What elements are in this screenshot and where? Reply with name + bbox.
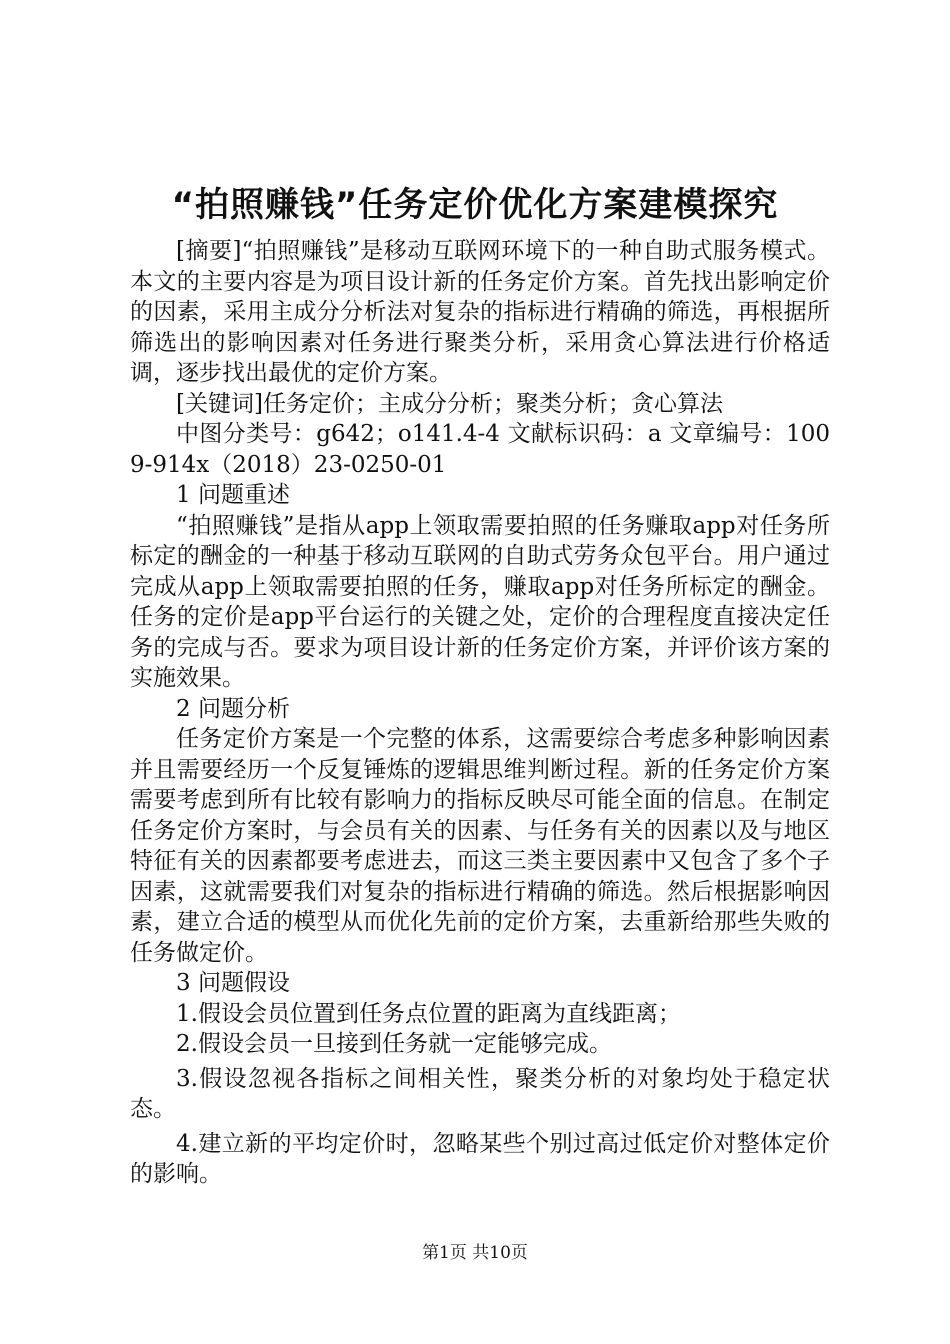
page-number-footer: 第1页 共10页 — [422, 1243, 528, 1263]
assumption-item: 3.假设忽视各指标之间相关性，聚类分析的对象均处于稳定状态。 — [130, 1065, 830, 1122]
document-title: “拍照赚钱”任务定价优化方案建模探究 — [171, 185, 779, 225]
section-heading: 1 问题重述 — [176, 482, 290, 508]
section-heading: 2 问题分析 — [176, 695, 290, 722]
keywords-paragraph: [关键词]任务定价；主成分分析；聚类分析；贪心算法 — [176, 390, 723, 417]
section-heading: 3 问题假设 — [176, 970, 290, 996]
classification-paragraph: 中图分类号：g642；o141.4-4 文献标识码：a 文章编号：1009-914x（2018）23-0250-01 — [130, 421, 830, 478]
assumption-item: 2.假设会员一旦接到任务就一定能够完成。 — [176, 1031, 612, 1057]
abstract-paragraph: [摘要]“拍照赚钱”是移动互联网环境下的一种自助式服务模式。本文的主要内容是为项目设计新的任务定价方案。首先找出影响定价的因素，采用主成分分析法对复杂的指标进行精确的筛选，再根据所筛选出的影响因素对任务进行聚类分析，采用贪心算法进行价格适调，逐步找出最优的定价方案。 — [130, 238, 830, 386]
body-paragraph: “拍照赚钱”是指从app上领取需要拍照的任务赚取app对任务所标定的酬金的一种基于移动互联网的自助式劳务众包平台。用户通过完成从app上领取需要拍照的任务，赚取app对任务所标定的酬金。任务的定价是app平台运行的关键之处，定价的合理程度直接决定任务的完成与否。要求为项目设计新的任务定价方案，并评价该方案的实施效果。 — [130, 512, 830, 691]
assumption-item: 4.建立新的平均定价时，忽略某些个别过高过低定价对整体定价的影响。 — [130, 1130, 830, 1187]
document-body — [130, 236, 830, 1190]
body-paragraph: 任务定价方案是一个完整的体系，这需要综合考虑多种影响因素并且需要经历一个反复锤炼的逻辑思维判断过程。新的任务定价方案需要考虑到所有比较有影响力的指标反映尽可能全面的信息。在制定任务定价方案时，与会员有关的因素、与任务有关的因素以及与地区特征有关的因素都要考虑进去，而这三类主要因素中又包含了多个子因素，这就需要我们对复杂的指标进行精确的筛选。然后根据影响因素，建立合适的模型从而优化先前的定价方案，去重新给那些失败的任务做定价。 — [130, 726, 830, 966]
assumption-item: 1.假设会员位置到任务点位置的距离为直线距离； — [176, 1000, 681, 1027]
